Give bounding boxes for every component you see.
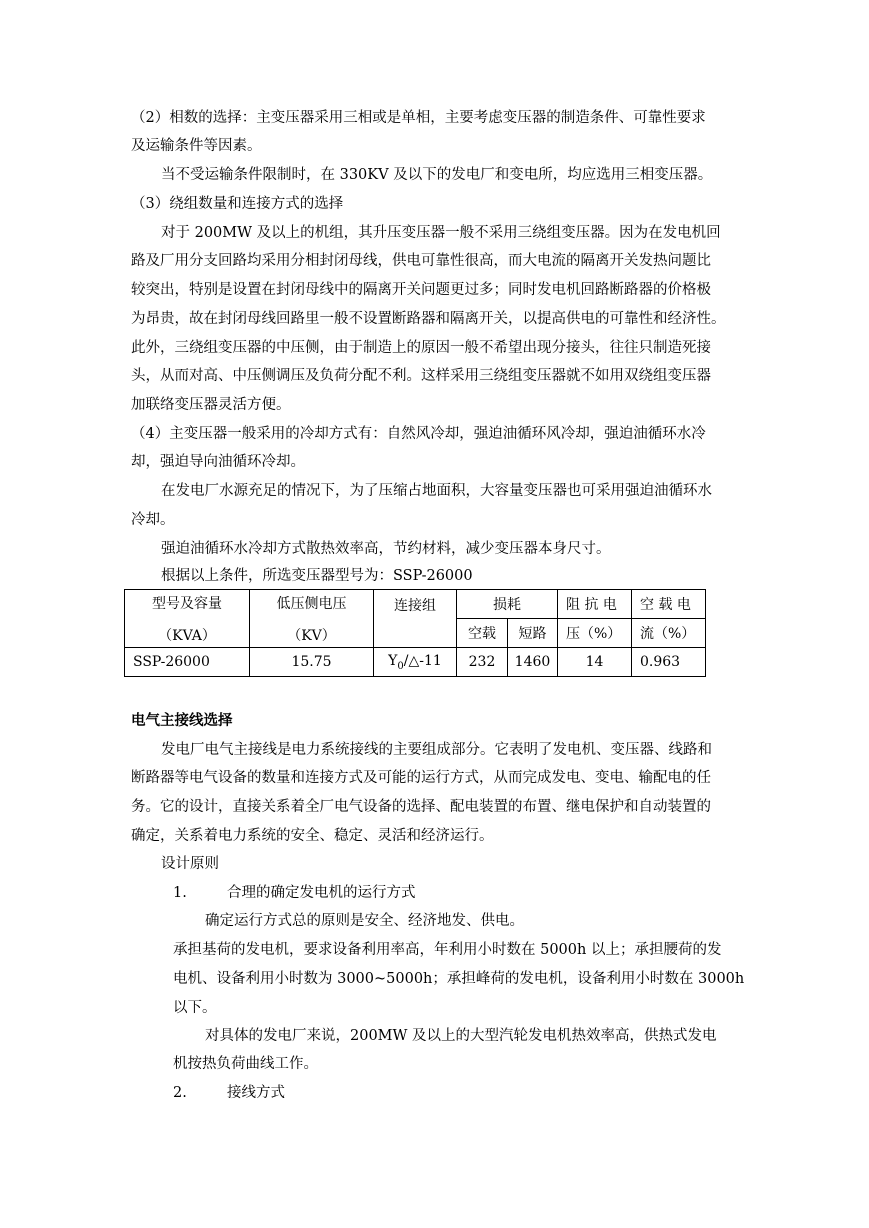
header-loss: 损耗 bbox=[457, 590, 558, 619]
selected-model-line: 根据以上条件，所选变压器型号为：SSP-26000 bbox=[161, 568, 473, 584]
paragraph-phase-line1: （2）相数的选择：主变压器采用三相或是单相，主要考虑变压器的制造条件、可靠性要求 bbox=[131, 110, 706, 126]
intro-line: 断路器等电气设备的数量和连接方式及可能的运行方式，从而完成发电、变电、输配电的任 bbox=[131, 770, 711, 786]
header-noload-current-line2: 流（%） bbox=[632, 619, 706, 648]
connection-subscript: 0 bbox=[397, 660, 404, 672]
connection-y: Y bbox=[388, 652, 398, 669]
section-heading: 电气主接线选择 bbox=[131, 713, 233, 729]
winding-line: 为昂贵，故在封闭母线回路里一般不设置断路器和隔离开关，以提高供电的可靠性和经济性。 bbox=[131, 311, 726, 327]
header-lv-name: 低压侧电压 bbox=[276, 595, 347, 612]
header-lv-unit: （KV） bbox=[287, 627, 336, 644]
list-item-1-text: 合理的确定发电机的运行方式 bbox=[227, 885, 416, 901]
list-item-2 bbox=[173, 1083, 285, 1103]
header-model-unit: （KVA） bbox=[158, 627, 216, 644]
header-noload-loss: 空载 bbox=[457, 619, 508, 648]
list-item-2-text: 接线方式 bbox=[227, 1085, 285, 1101]
base-load-line: 电机、设备利用小时数为 3000~5000h；承担峰荷的发电机，设备利用小时数在 3000h bbox=[173, 971, 745, 987]
efficiency-line: 强迫油循环水冷却方式散热效率高，节约材料，减少变压器本身尺寸。 bbox=[161, 541, 611, 557]
winding-line: 较突出，特别是设置在封闭母线中的隔离开关问题更过多；同时发电机回路断路器的价格极 bbox=[131, 282, 711, 298]
water-line1: 在发电厂水源充足的情况下，为了压缩占地面积，大容量变压器也可采用强迫油循环水 bbox=[161, 483, 712, 499]
cell-noload-loss: 232 bbox=[457, 648, 508, 677]
cell-lv: 15.75 bbox=[250, 648, 374, 677]
specific-plant-line2: 机按热负荷曲线工作。 bbox=[173, 1056, 318, 1072]
header-short-loss: 短路 bbox=[508, 619, 558, 648]
header-model-name: 型号及容量 bbox=[152, 595, 222, 612]
design-principles-label: 设计原则 bbox=[161, 856, 219, 872]
header-impedance-line2: 压（%） bbox=[558, 619, 632, 648]
table-row bbox=[125, 648, 706, 677]
cell-connection bbox=[374, 648, 457, 677]
list-item-2-number: 2. bbox=[173, 1085, 187, 1101]
winding-line: 路及厂用分支回路均采用分相封闭母线，供电可靠性很高，而大电流的隔离开关发热问题比 bbox=[131, 253, 711, 269]
intro-line: 确定，关系着电力系统的安全、稳定、灵活和经济运行。 bbox=[131, 828, 494, 844]
winding-line: 此外，三绕组变压器的中压侧，由于制造上的原因一般不希望出现分接头，往往只制造死接 bbox=[131, 340, 711, 356]
connection-rest: /△-11 bbox=[403, 652, 442, 669]
header-lv-voltage bbox=[250, 590, 374, 648]
water-line2: 冷却。 bbox=[131, 512, 175, 528]
transformer-spec-table bbox=[124, 589, 706, 677]
header-impedance-line1: 阻 抗 电 bbox=[558, 590, 632, 619]
winding-heading: （3）绕组数量和连接方式的选择 bbox=[131, 196, 344, 212]
cooling-line1: （4）主变压器一般采用的冷却方式有：自然风冷却，强迫油循环风冷却，强迫油循环水冷 bbox=[131, 426, 706, 442]
intro-line: 务。它的设计，直接关系着全厂电气设备的选择、配电装置的布置、继电保护和自动装置的 bbox=[131, 799, 711, 815]
intro-line: 发电厂电气主接线是电力系统接线的主要组成部分。它表明了发电机、变压器、线路和 bbox=[161, 742, 712, 758]
specific-plant-line1: 对具体的发电厂来说，200MW 及以上的大型汽轮发电机热效率高，供热式发电 bbox=[205, 1028, 717, 1044]
cell-impedance: 14 bbox=[558, 648, 632, 677]
list-item-1-number: 1. bbox=[173, 885, 187, 901]
header-model bbox=[125, 590, 250, 648]
item1-subtext: 确定运行方式总的原则是安全、经济地发、供电。 bbox=[205, 913, 524, 929]
base-load-line: 承担基荷的发电机，要求设备利用率高，年利用小时数在 5000h 以上；承担腰荷的发 bbox=[173, 942, 722, 958]
winding-line: 对于 200MW 及以上的机组，其升压变压器一般不采用三绕组变压器。因为在发电机回 bbox=[161, 225, 721, 241]
header-noload-current-line1: 空 载 电 bbox=[632, 590, 706, 619]
paragraph-phase-line2: 及运输条件等因素。 bbox=[131, 138, 262, 154]
cell-model: SSP-26000 bbox=[125, 648, 250, 677]
winding-line: 加联络变压器灵活方便。 bbox=[131, 397, 291, 413]
paragraph-three-phase: 当不受运输条件限制时，在 330KV 及以下的发电厂和变电所，均应选用三相变压器。 bbox=[161, 167, 713, 183]
cell-short-loss: 1460 bbox=[508, 648, 558, 677]
winding-line: 头，从而对高、中压侧调压及负荷分配不利。这样采用三绕组变压器就不如用双绕组变压器 bbox=[131, 368, 711, 384]
cell-noload-current: 0.963 bbox=[632, 648, 706, 677]
header-connection: 连接组 bbox=[374, 590, 457, 648]
list-item-1 bbox=[173, 883, 416, 903]
cooling-line2: 却，强迫导向油循环冷却。 bbox=[131, 454, 305, 470]
base-load-line: 以下。 bbox=[173, 1000, 217, 1016]
